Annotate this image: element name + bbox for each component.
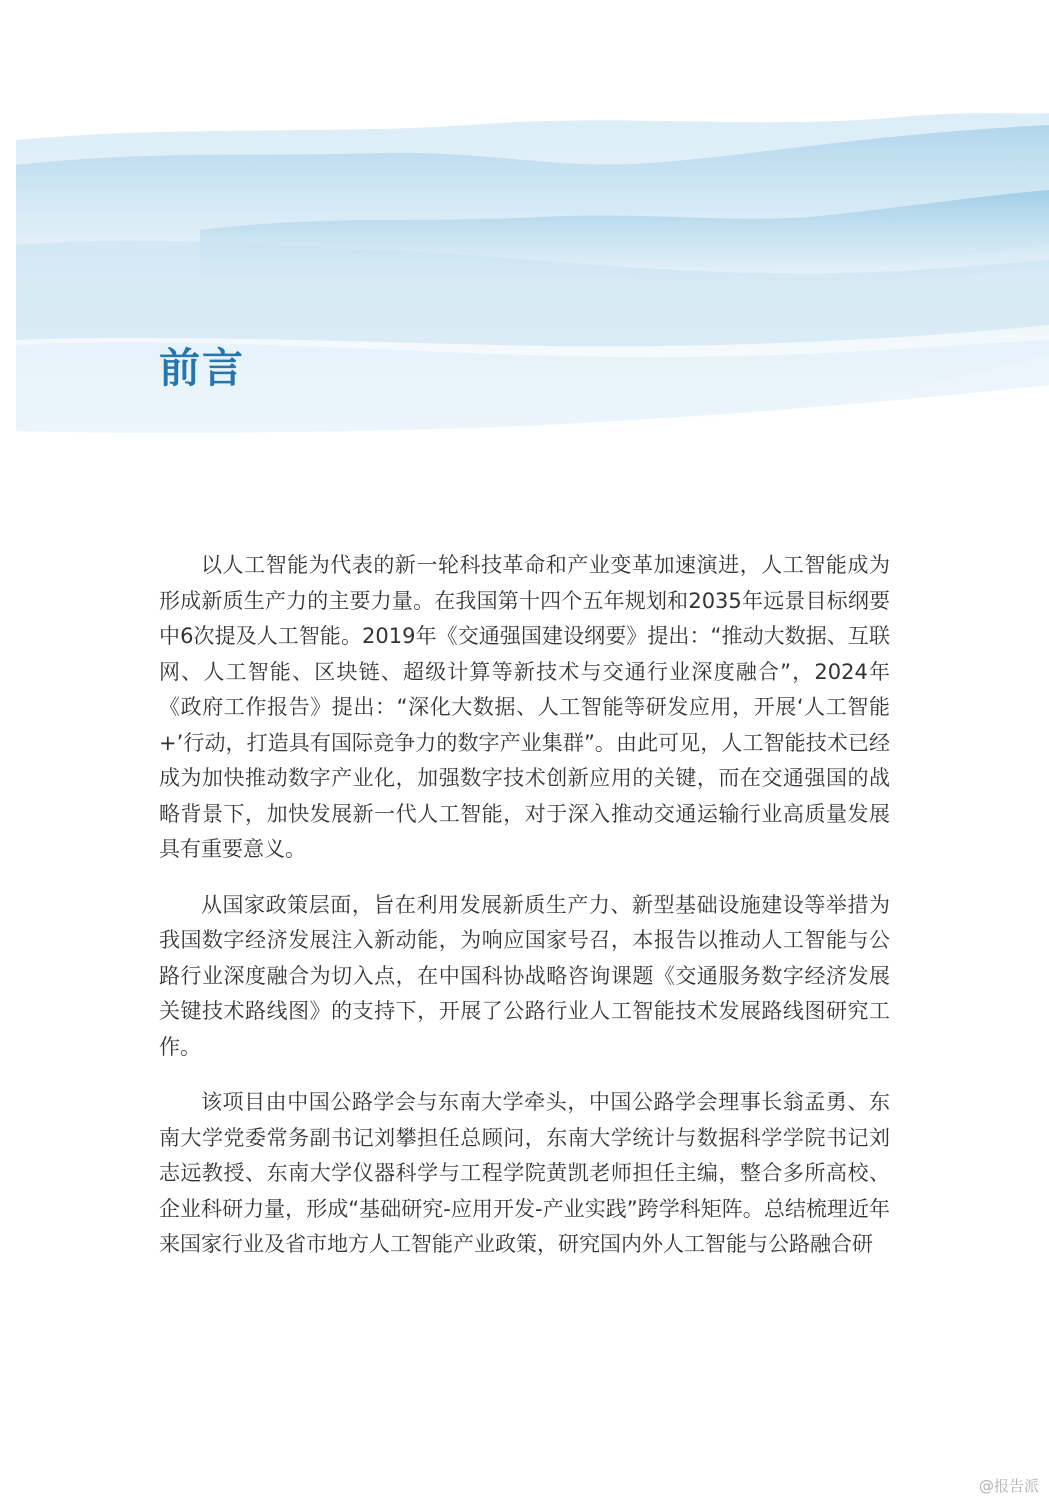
page-title: 前言 (159, 344, 245, 392)
body-text (159, 548, 890, 1283)
paragraph-3: 该项目由中国公路学会与东南大学牵头，中国公路学会理事长翁孟勇、东南大学党委常务副书记刘攀担任总顾问，东南大学统计与数据科学学院书记刘志远教授、东南大学仪器科学与工程学院黄凯老师担任主编，整合多所高校、企业科研力量，形成“基础研究-应用开发-产业实践”跨学科矩阵。总结梳理近年来国家行业及省市地方人工智能产业政策，研究国内外人工智能与公路融合研 (159, 1090, 890, 1256)
watermark: @报告派 (978, 1477, 1039, 1495)
paragraph-1: 以人工智能为代表的新一轮科技革命和产业变革加速演进，人工智能成为形成新质生产力的主要力量。在我国第十四个五年规划和2035年远景目标纲要中6次提及人工智能。2019年《交通强国建设纲要》提出：“推动大数据、互联网、人工智能、区块链、超级计算等新技术与交通行业深度融合”，2024年《政府工作报告》提出：“深化大数据、人工智能等研发应用，开展‘人工智能+’行动，打造具有国际竞争力的数字产业集群”。由此可见，人工智能技术已经成为加快推动数字产业化，加强数字技术创新应用的关键，而在交通强国的战略背景下，加快发展新一代人工智能，对于深入推动交通运输行业高质量发展具有重要意义。 (159, 553, 890, 861)
watercolor-banner (0, 95, 1049, 475)
paragraph-2: 从国家政策层面，旨在利用发展新质生产力、新型基础设施建设等举措为我国数字经济发展注入新动能，为响应国家号召，本报告以推动人工智能与公路行业深度融合为切入点，在中国科协战略咨询课题《交通服务数字经济发展关键技术路线图》的支持下，开展了公路行业人工智能技术发展路线图研究工作。 (159, 892, 890, 1059)
